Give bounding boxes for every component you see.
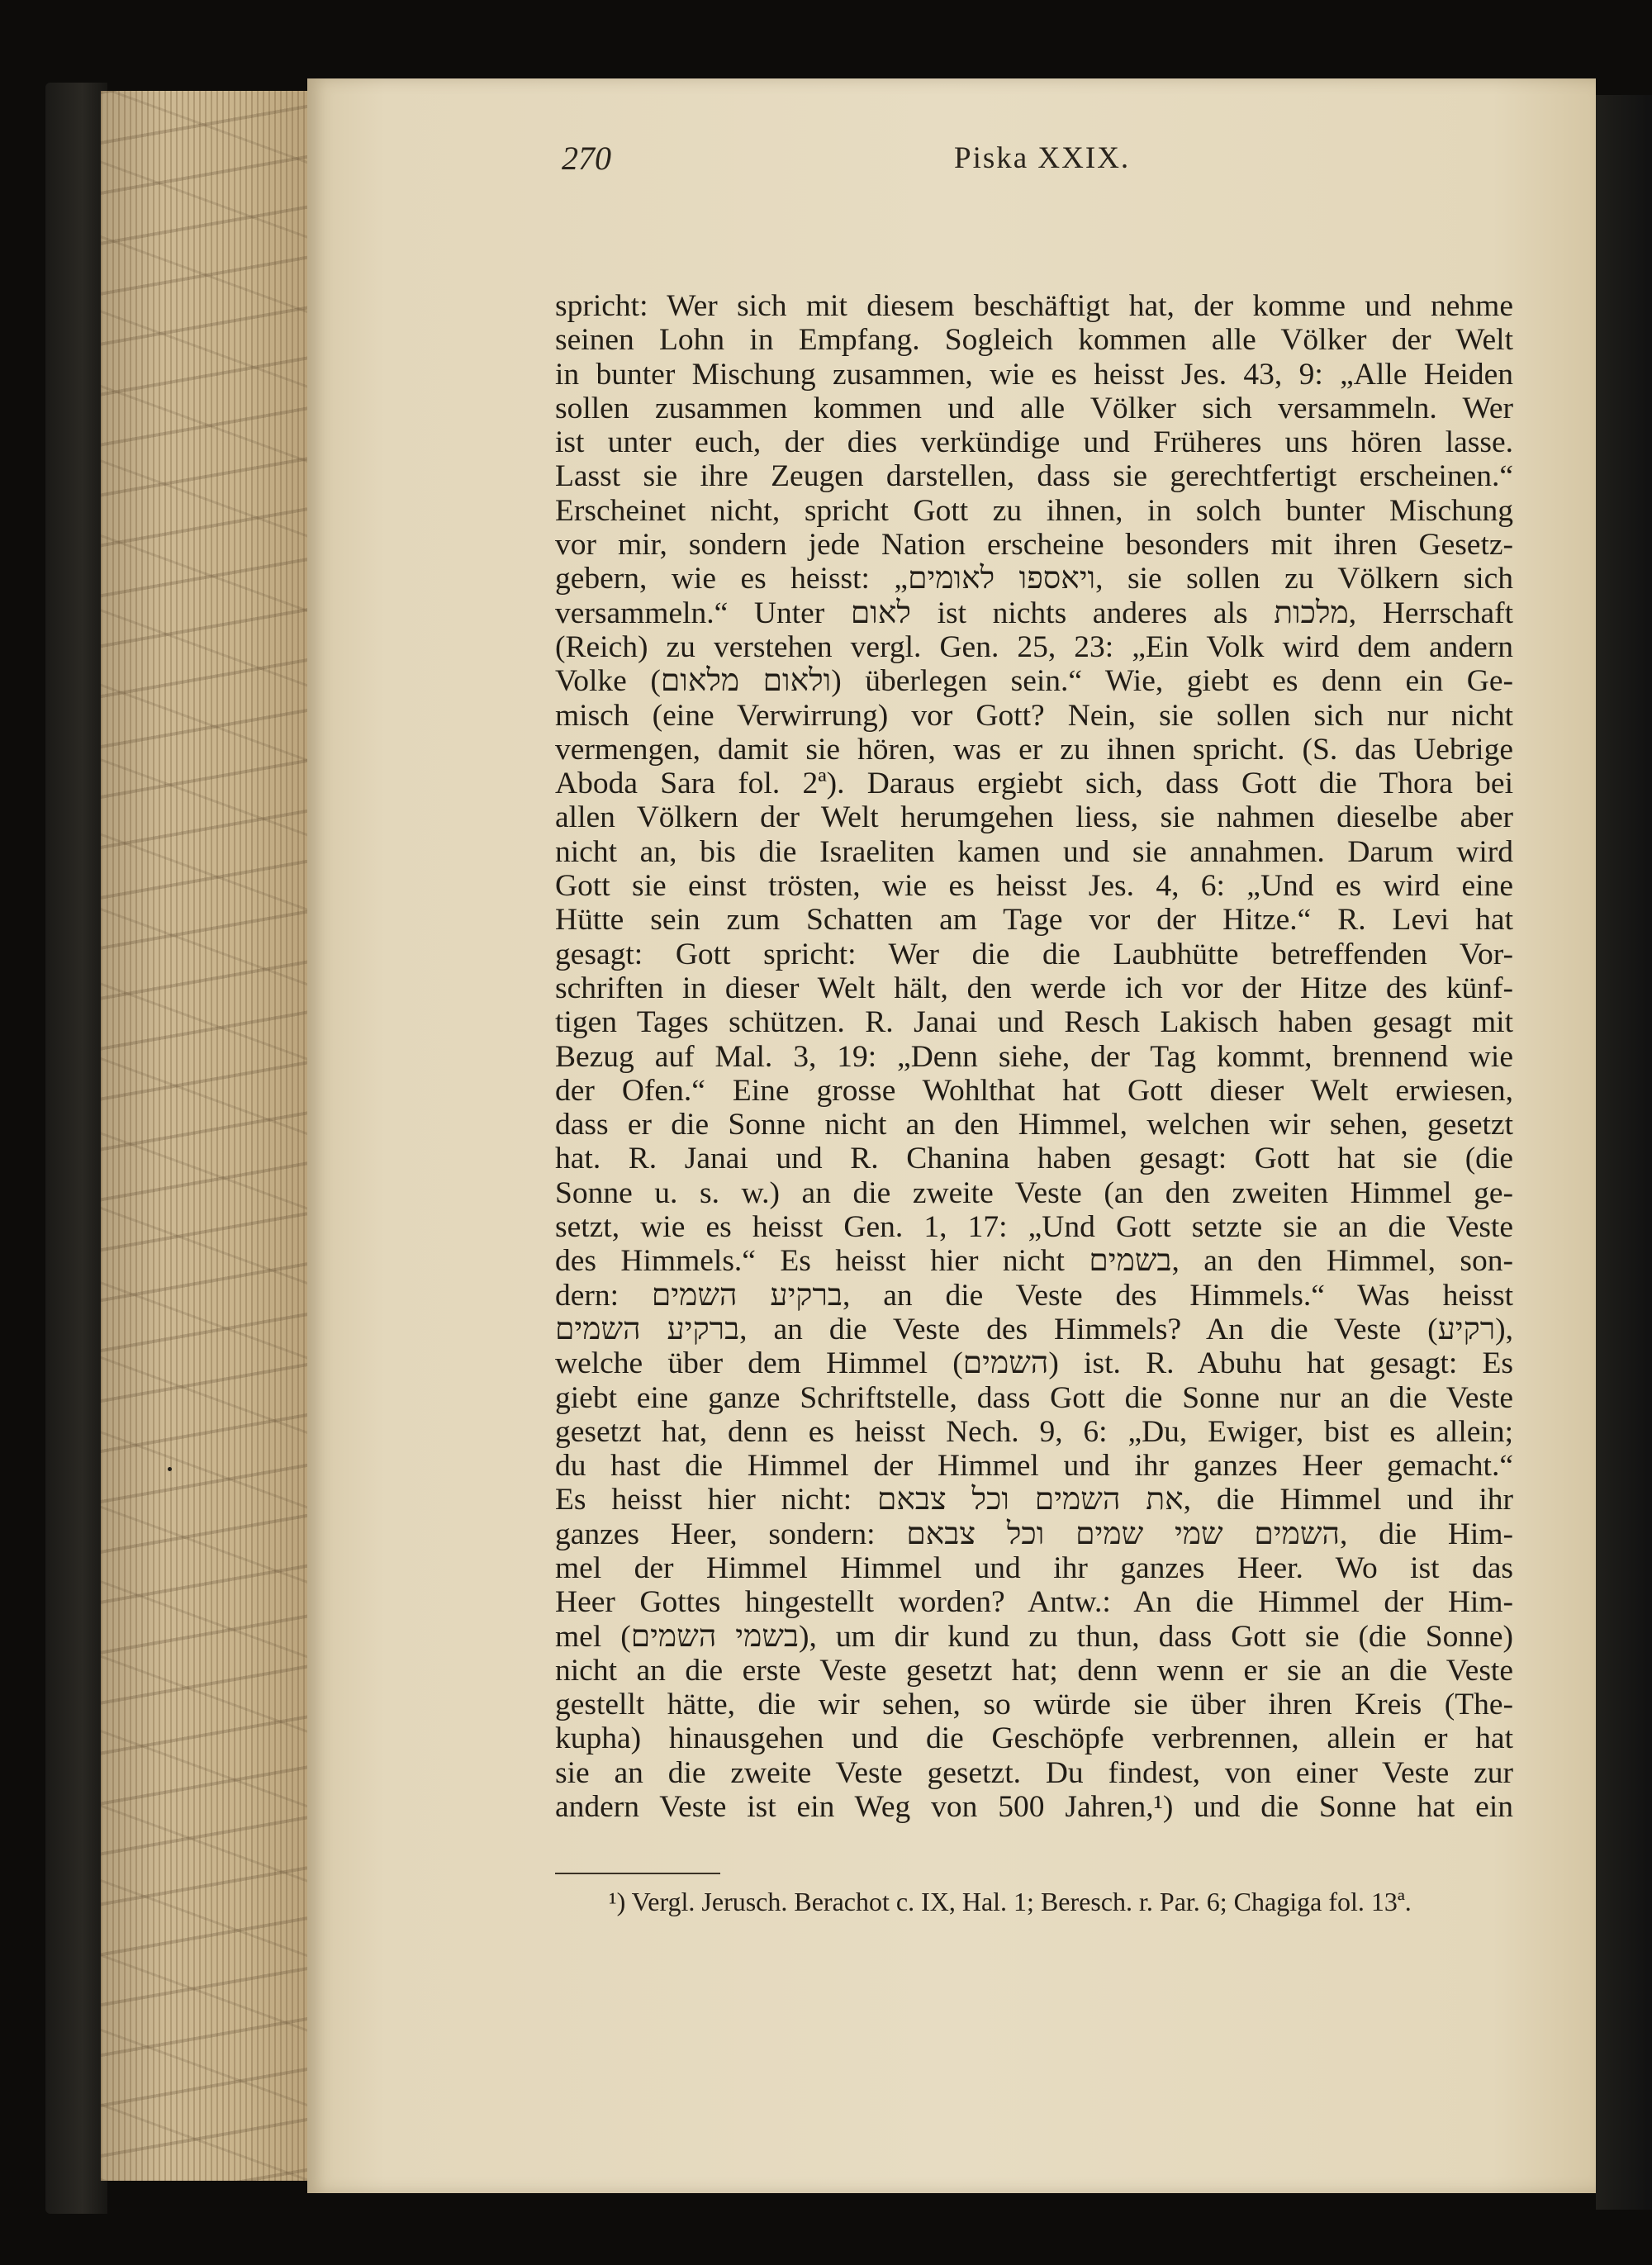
text-line: welche über dem Himmel (השמים) ist. R. Abuhu hat gesagt: Es <box>555 1346 1513 1381</box>
text-line: Lasst sie ihre Zeugen darstellen, dass sie gerechtfertigt erscheinen.“ <box>555 459 1513 494</box>
text-line: kupha) hinausgehen und die Geschöpfe verbrennen, allein er hat <box>555 1721 1513 1756</box>
text-line: in bunter Mischung zusammen, wie es heisst Jes. 43, 9: „Alle Heiden <box>555 357 1513 392</box>
text-line: vermengen, damit sie hören, was er zu ihnen spricht. (S. das Uebrige <box>555 732 1513 767</box>
text-line: ist unter euch, der dies verkündige und Früheres uns hören lasse. <box>555 425 1513 460</box>
text-line: du hast die Himmel der Himmel und ihr ganzes Heer gemacht.“ <box>555 1449 1513 1484</box>
text-line: giebt eine ganze Schriftstelle, dass Gott die Sonne nur an die Veste <box>555 1380 1513 1415</box>
text-line: ganzes Heer, sondern: השמים שמי שמים וכל צבאם, die Him- <box>555 1517 1513 1551</box>
text-line: gestellt hätte, die wir sehen, so würde sie über ihren Kreis (The- <box>555 1688 1513 1722</box>
text-line: (Reich) zu verstehen vergl. Gen. 25, 23: „Ein Volk wird dem andern <box>555 629 1513 664</box>
text-line: Es heisst hier nicht: את השמים וכל צבאם, die Himmel und ihr <box>555 1483 1513 1517</box>
text-line: sollen zusammen kommen und alle Völker sich versammeln. Wer <box>555 391 1513 425</box>
text-line: setzt, wie es heisst Gen. 1, 17: „Und Gott setzte sie an die Veste <box>555 1210 1513 1245</box>
text-line: sie an die zweite Veste gesetzt. Du findest, von einer Veste zur <box>555 1755 1513 1790</box>
text-line: allen Völkern der Welt herumgehen liess, sie nahmen dieselbe aber <box>555 800 1513 835</box>
text-line: gesetzt hat, denn es heisst Nech. 9, 6: „Du, Ewiger, bist es allein; <box>555 1414 1513 1449</box>
text-line: spricht: Wer sich mit diesem beschäftigt hat, der komme und nehme <box>555 289 1513 323</box>
text-line: Bezug auf Mal. 3, 19: „Denn siehe, der Tag kommt, brennend wie <box>555 1039 1513 1074</box>
running-head: Piska XXIX. <box>954 141 1131 175</box>
text-line: dass er die Sonne nicht an den Himmel, welchen wir sehen, gesetzt <box>555 1108 1513 1142</box>
text-line: schriften in dieser Welt hält, den werde ich vor der Hitze des künf- <box>555 971 1513 1005</box>
footnote-rule <box>555 1873 720 1874</box>
text-line: seinen Lohn in Empfang. Sogleich kommen alle Völker der Welt <box>555 323 1513 358</box>
footnote: ¹) Vergl. Jerusch. Berachot c. IX, Hal. 1; Beresch. r. Par. 6; Chagiga fol. 13ª. <box>609 1887 1412 1916</box>
text-line: mel (בשמי השמים), um dir kund zu thun, dass Gott sie (die Sonne) <box>555 1619 1513 1654</box>
text-line: nicht an die erste Veste gesetzt hat; denn wenn er sie an die Veste <box>555 1653 1513 1688</box>
page-edges <box>101 91 307 2181</box>
text-line: Hütte sein zum Schatten am Tage vor der Hitze.“ R. Levi hat <box>555 903 1513 938</box>
text-line: Gott sie einst trösten, wie es heisst Jes. 4, 6: „Und es wird eine <box>555 869 1513 904</box>
page-header <box>562 139 1503 180</box>
text-line: nicht an, bis die Israeliten kamen und sie annahmen. Darum wird <box>555 834 1513 869</box>
book-cover-right <box>1596 95 1652 2210</box>
text-line: dern: ברקיע השמים, an die Veste des Himmels.“ Was heisst <box>555 1278 1513 1313</box>
text-line: der Ofen.“ Eine grosse Wohlthat hat Gott dieser Welt erwiesen, <box>555 1073 1513 1108</box>
text-line: Volke (ולאום מלאום) überlegen sein.“ Wie, giebt es denn ein Ge- <box>555 664 1513 699</box>
text-line: Heer Gottes hingestellt worden? Antw.: An die Himmel der Him- <box>555 1585 1513 1620</box>
text-line: hat. R. Janai und R. Chanina haben gesagt: Gott hat sie (die <box>555 1142 1513 1176</box>
text-line: Erscheinet nicht, spricht Gott zu ihnen, in solch bunter Mischung <box>555 493 1513 528</box>
text-line: Aboda Sara fol. 2ª). Daraus ergiebt sich, dass Gott die Thora bei <box>555 767 1513 801</box>
text-line: Sonne u. s. w.) an die zweite Veste (an den zweiten Himmel ge- <box>555 1175 1513 1210</box>
text-line: versammeln.“ Unter לאום ist nichts anderes als מלכות, Herrschaft <box>555 596 1513 630</box>
text-line: gebern, wie es heisst: „ויאספו לאומים, sie sollen zu Völkern sich <box>555 562 1514 596</box>
text-line: vor mir, sondern jede Nation erscheine besonders mit ihren Gesetz- <box>555 528 1513 563</box>
text-line: mel der Himmel Himmel und ihr ganzes Heer. Wo ist das <box>555 1550 1513 1585</box>
text-line: gesagt: Gott spricht: Wer die die Laubhütte betreffenden Vor- <box>555 937 1513 971</box>
page-number: 270 <box>562 140 611 177</box>
book-cover-left <box>45 83 107 2214</box>
text-line: tigen Tages schützen. R. Janai und Resch Lakisch haben gesagt mit <box>555 1005 1513 1040</box>
text-line: andern Veste ist ein Weg von 500 Jahren,¹) und die Sonne hat ein <box>555 1790 1513 1825</box>
text-line: misch (eine Verwirrung) vor Gott? Nein, sie sollen sich nur nicht <box>555 698 1513 733</box>
text-line: ברקיע השמים, an die Veste des Himmels? An die Veste (רקיע), <box>555 1312 1513 1346</box>
text-line: des Himmels.“ Es heisst hier nicht בשמים, an den Himmel, son- <box>555 1244 1513 1279</box>
body-text <box>555 289 1513 1824</box>
page-edge-marks <box>101 91 307 2181</box>
page-spot <box>168 1467 172 1471</box>
